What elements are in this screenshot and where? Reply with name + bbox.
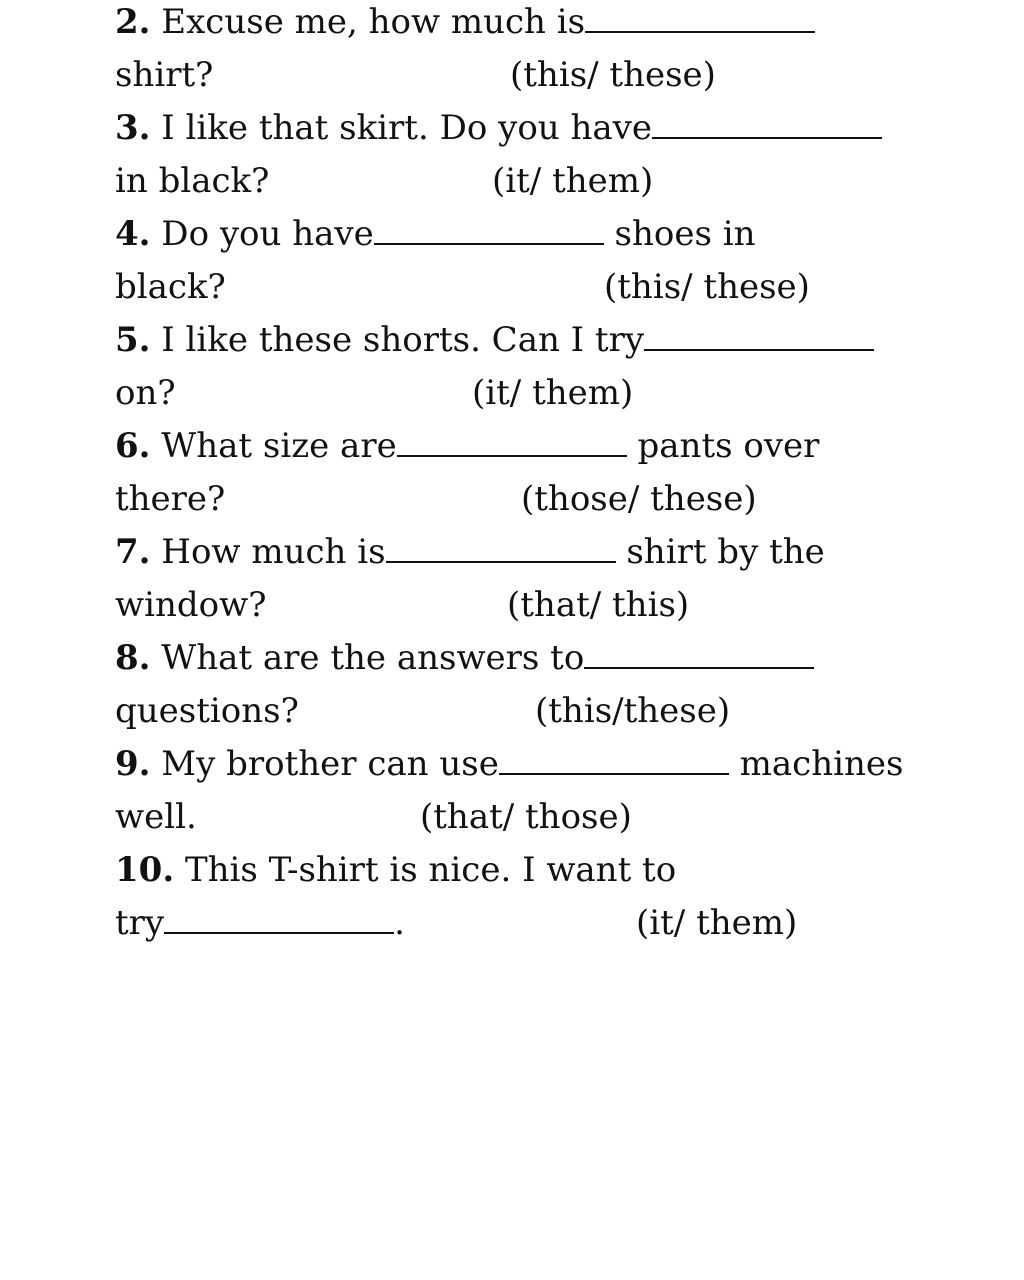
answer-blank[interactable] bbox=[386, 557, 616, 563]
item-number: 9. bbox=[115, 744, 151, 784]
item-2-line-1 bbox=[115, 2, 815, 42]
answer-blank[interactable] bbox=[652, 133, 882, 139]
item-10-line-2 bbox=[115, 903, 405, 943]
item-5-line-2 bbox=[115, 373, 176, 413]
item-text: machines bbox=[728, 744, 904, 784]
item-10-line-1 bbox=[115, 850, 676, 890]
item-text: What size are bbox=[150, 426, 397, 466]
answer-blank[interactable] bbox=[164, 928, 394, 934]
item-3-options: (it/ them) bbox=[492, 161, 654, 201]
item-text: How much is bbox=[150, 532, 386, 572]
answer-blank[interactable] bbox=[397, 451, 627, 457]
item-9-options: (that/ those) bbox=[420, 797, 632, 837]
item-text: I like these shorts. Can I try bbox=[150, 320, 645, 360]
item-2-line-2 bbox=[115, 55, 213, 95]
item-text: My brother can use bbox=[150, 744, 499, 784]
item-text: I like that skirt. Do you have bbox=[150, 108, 652, 148]
item-4-options: (this/ these) bbox=[604, 267, 810, 307]
item-text: try bbox=[115, 903, 165, 943]
item-text: This T-shirt is nice. I want to bbox=[174, 850, 677, 890]
item-text: questions? bbox=[115, 691, 299, 731]
item-text: shirt? bbox=[115, 55, 214, 95]
item-3-line-2 bbox=[115, 161, 269, 201]
item-text: What are the answers to bbox=[150, 638, 585, 678]
item-4-line-2 bbox=[115, 267, 226, 307]
item-number: 7. bbox=[115, 532, 151, 572]
item-10-options: (it/ them) bbox=[636, 903, 798, 943]
item-number: 5. bbox=[115, 320, 151, 360]
item-text: window? bbox=[115, 585, 267, 625]
answer-blank[interactable] bbox=[584, 663, 814, 669]
item-text: . bbox=[394, 903, 405, 943]
item-number: 2. bbox=[115, 2, 151, 42]
item-8-line-1 bbox=[115, 638, 814, 678]
item-number: 6. bbox=[115, 426, 151, 466]
item-number: 4. bbox=[115, 214, 151, 254]
item-text: Excuse me, how much is bbox=[150, 2, 586, 42]
item-5-options: (it/ them) bbox=[472, 373, 634, 413]
item-8-line-2 bbox=[115, 691, 299, 731]
item-number: 10. bbox=[115, 850, 175, 890]
answer-blank[interactable] bbox=[499, 769, 729, 775]
item-8-options: (this/these) bbox=[535, 691, 731, 731]
item-text: pants over bbox=[626, 426, 820, 466]
answer-blank[interactable] bbox=[374, 239, 604, 245]
item-text: shoes in bbox=[603, 214, 756, 254]
item-text: shirt by the bbox=[615, 532, 825, 572]
item-text: in black? bbox=[115, 161, 270, 201]
answer-blank[interactable] bbox=[585, 27, 815, 33]
item-9-line-1 bbox=[115, 744, 903, 784]
item-6-line-1 bbox=[115, 426, 819, 466]
item-2-options: (this/ these) bbox=[510, 55, 716, 95]
item-9-line-2 bbox=[115, 797, 197, 837]
item-6-line-2 bbox=[115, 479, 225, 519]
item-text: there? bbox=[115, 479, 226, 519]
answer-blank[interactable] bbox=[644, 345, 874, 351]
item-text: black? bbox=[115, 267, 226, 307]
item-6-options: (those/ these) bbox=[521, 479, 757, 519]
item-number: 3. bbox=[115, 108, 151, 148]
item-number: 8. bbox=[115, 638, 151, 678]
item-7-line-2 bbox=[115, 585, 266, 625]
item-7-line-1 bbox=[115, 532, 825, 572]
item-text: on? bbox=[115, 373, 176, 413]
item-3-line-1 bbox=[115, 108, 882, 148]
item-7-options: (that/ this) bbox=[507, 585, 690, 625]
item-5-line-1 bbox=[115, 320, 874, 360]
item-text: well. bbox=[115, 797, 197, 837]
item-4-line-1 bbox=[115, 214, 756, 254]
item-text: Do you have bbox=[150, 214, 374, 254]
